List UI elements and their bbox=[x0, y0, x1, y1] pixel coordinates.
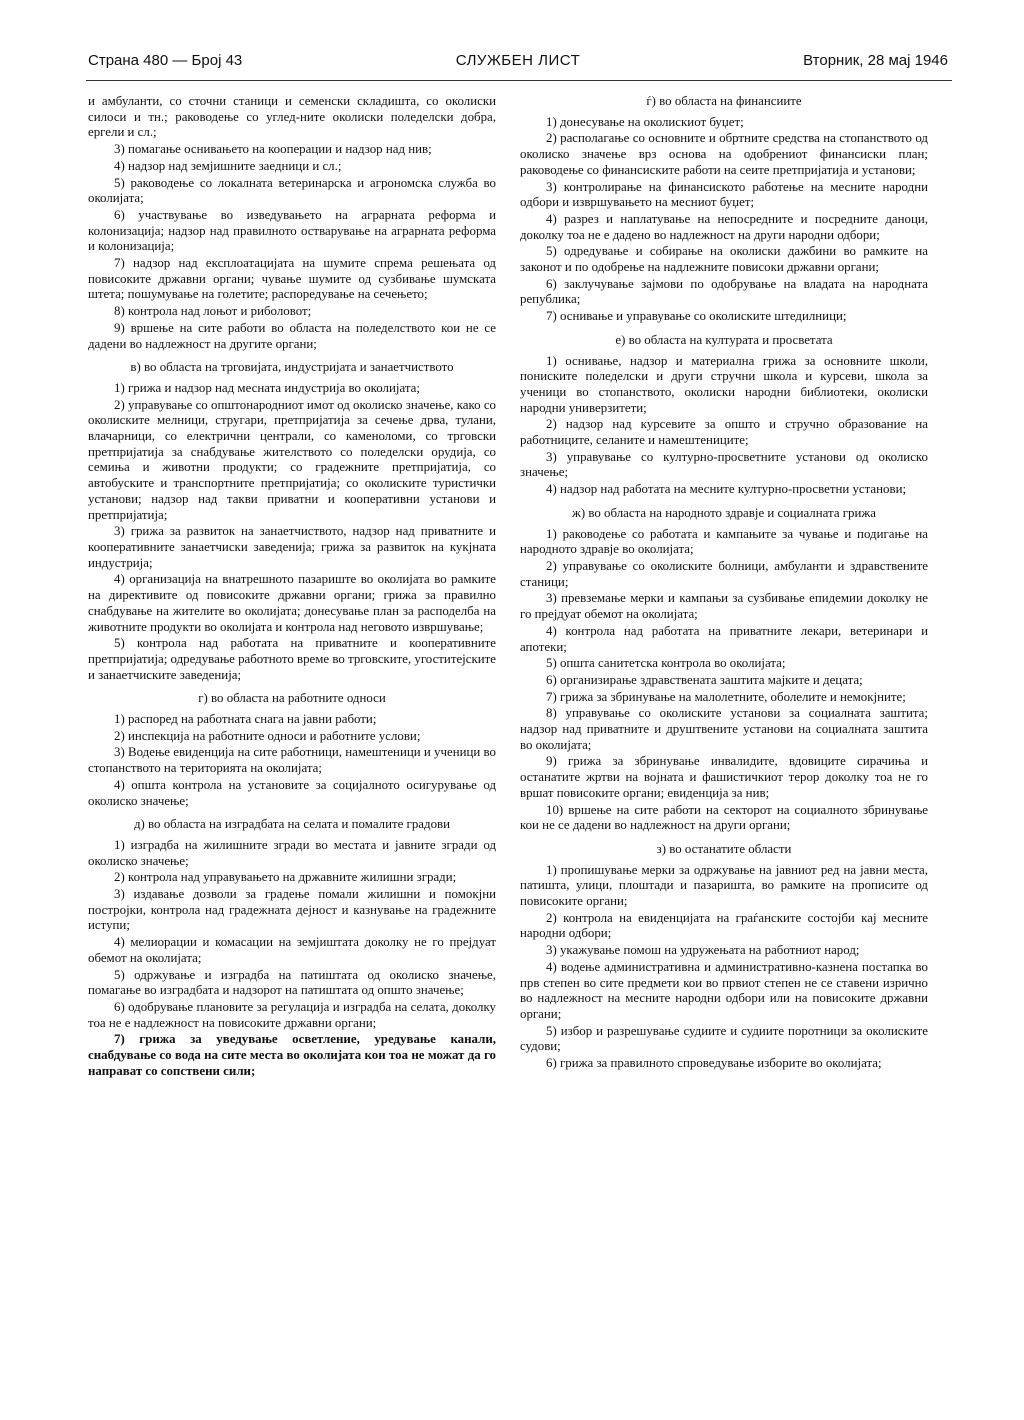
paragraph: 10) вршење на сите работи на секторот на социалното збринување кои не се дадени во надлежност на други органи; bbox=[520, 802, 928, 833]
paragraph: и амбуланти, со сточни станици и семенски складишта, со околиски силоси и тн.; раководење со углед-ните околиски поледелски добра, ергели и сл.; bbox=[88, 94, 496, 140]
paragraph: 2) управување со општонародниот имот од околиско значење, како со околиските мелници, стругари, претпријатија за сечење дрва, тулани, влачарници, со електрични централи, со каменоломи, со трговски претпријатија за снабдување жителството со поледелски орудија, со семиња и животни продукти; со градежните претпријатија, со автобуските и транспортните претпријатија; со околиските туристички установи; надзор над такви приватни и кооперативни установи и претпријатија; bbox=[88, 397, 496, 522]
section-heading-e: е) во областа на културата и просветата bbox=[615, 332, 833, 347]
paragraph: 4) надзор над земјишните заедници и сл.; bbox=[114, 158, 342, 173]
paragraph: 6) организирање здравствената заштита мајките и децата; bbox=[546, 672, 863, 687]
paragraph: 3) управување со културно-просветните установи од околиско значење; bbox=[520, 449, 928, 480]
paragraph: 7) грижа за уведување осветление, уредување канали, снабдување со вода на сите места во околијата кои тоа не можат да го направат со сопствени сили; bbox=[88, 1032, 496, 1078]
section-heading-d: д) во областа на изградбата на селата и помалите градови bbox=[133, 817, 451, 832]
section-heading-zh: ж) во областа на народното здравје и социалната грижа bbox=[571, 505, 877, 520]
paragraph: 7) оснивање и управување со околиските штедилници; bbox=[546, 309, 847, 324]
paragraph: 5) општа санитетска контрола во околијата; bbox=[546, 656, 786, 671]
paragraph: 2) управување со околиските болници, амбуланти и здравствените станици; bbox=[520, 558, 928, 589]
paragraph: 3) контролирање на финансиското работење на месните народни одбори и извршувањето на месниот буџет; bbox=[520, 179, 928, 210]
paragraph: 7) грижа за збринување на малолетните, оболелите и немокјните; bbox=[546, 689, 906, 704]
right-column bbox=[520, 94, 928, 1073]
section-heading-z: з) во останатите области bbox=[656, 841, 792, 856]
paragraph: 4) разрез и наплатување на непосредните и посредните даноци, доколку тоа не е дадено во надлежност на други народни одбори; bbox=[520, 211, 928, 242]
paragraph: 1) пропишување мерки за одржување на јавниот ред на јавни места, патишта, улици, плоштади и пазаришта, во рамките на прописите од повисоките органи; bbox=[520, 862, 928, 909]
page-number: Страна 480 — Број 43 bbox=[88, 52, 243, 69]
section-heading-g: г) во областа на работните односи bbox=[198, 691, 386, 706]
paragraph: 5) раководење со локалната ветеринарска и агрономска служба во околијата; bbox=[88, 175, 496, 206]
paragraph: 4) организација на внатрешното пазариште во околијата во рамките на директивите од повисоките државни органи; грижа за правилно снабдување на жителите во околијата; донесување план за расподелба на животните продукти во околијата и контрола над неговото извршување; bbox=[88, 572, 496, 634]
issue-date: Вторник, 28 мај 1946 bbox=[803, 52, 948, 69]
paragraph: 2) контрола над управувањето на државните жилишни згради; bbox=[114, 870, 457, 885]
left-column bbox=[88, 94, 496, 1080]
paragraph: 3) превземање мерки и кампањи за сузбивање епидемии доколку не го преjдуат обемот на околијата; bbox=[520, 591, 928, 622]
paragraph: 8) контрола над лоњот и риболовот; bbox=[114, 304, 312, 319]
paragraph: 4) надзор над работата на месните културно-просветни установи; bbox=[546, 482, 907, 497]
paragraph: 4) мелиорации и комасации на земјиштата доколку не го преjдуат обемот на околијата; bbox=[88, 935, 496, 965]
paragraph: 1) распоред на работната снага на јавни работи; bbox=[114, 712, 377, 727]
paragraph: 9) вршење на сите работи во областа на поледелството кои не се дадени во надлежност на другите органи; bbox=[88, 320, 496, 351]
paragraph: 4) општа контрола на установите за социјалното осигурување од околиско значење; bbox=[88, 777, 496, 808]
paragraph: 1) оснивање, надзор и материална грижа за основните школи, пониските поледелски и други стручни школа и курсеви, школа за ученици во стопанството, околиски народни библиотеки, околиски народни универзитети; bbox=[520, 353, 928, 415]
paragraph: 5) одржување и изградба на патиштата од околиско значење, помагање во изградбата и надзорот на патиштата од општо значење; bbox=[88, 967, 496, 998]
paragraph: 3) Водење евиденција на сите работници, намештеници и ученици во стопанството на територията на околијата; bbox=[88, 745, 496, 776]
paragraph: 8) управување со околиските установи за социалната заштита; надзор над приватните и друштвените установи на социалната заштита во околијата; bbox=[520, 706, 928, 752]
paragraph: 3) грижа за развиток на занаетчиството, надзор над приватните и кооперативните занаетчиски заведенија; грижа за развиток на кукјната индустрија; bbox=[88, 524, 496, 570]
header-rule bbox=[86, 80, 952, 81]
paragraph: 1) изградба на жилишните згради во местата и јавните згради од околиско значење; bbox=[88, 837, 496, 868]
paragraph: 6) одобрување плановите за регулација и изградба на селата, доколку тоа не е надлежност на повисоките државни органи; bbox=[88, 999, 496, 1030]
paragraph: 2) контрола на евиденцијата на граѓанските состојби кај месните народни одбори; bbox=[520, 910, 928, 941]
paragraph: 6) заклучување заjмови по одобрување на владата на народната република; bbox=[520, 276, 928, 307]
paragraph: 7) надзор над експлоатацијата на шумите спрема решењата од повисоките државни органи; чување шумите од сузбивање шумската штета; пошумување на голетите; распоредување на сечењето; bbox=[88, 256, 496, 302]
paragraph: 2) надзор над курсевите за општо и стручно образование на работниците, селаните и намештениците; bbox=[520, 417, 928, 448]
paragraph: 6) грижа за правилното спроведување изборите во околијата; bbox=[546, 1056, 882, 1071]
paragraph: 5) избор и разрешување судиите и судиите поротници за околиските судови; bbox=[520, 1023, 928, 1054]
paragraph: 1) грижа и надзор над месната индустрија во околијата; bbox=[114, 380, 420, 395]
paragraph: 5) одредување и собирање на околиски дажбини во рамките на законот и по одобрење на надлежните повисоки државни органи; bbox=[520, 244, 928, 275]
paragraph: 3) помагање оснивањето на кооперации и надзор над нив; bbox=[114, 142, 432, 157]
section-heading-v: в) во областа на трговијата, индустријата и занаетчиството bbox=[130, 360, 454, 375]
page-header bbox=[88, 52, 948, 76]
paragraph: 3) укажување помош на удружењата на работниот народ; bbox=[546, 943, 860, 958]
paragraph: 2) располагање со основните и обртните средства на стопанството од околиско значење врз основа на одобрениот финансиски план; раководење со финансиските работи на сеите претпријатија и установи; bbox=[520, 131, 928, 177]
paragraph: 1) донесување на околискиот буџет; bbox=[546, 114, 744, 129]
paragraph: 3) издавање дозволи за градење помали жилишни и помокјни постројки, контрола над градежната дејност и казнување на градежните иступи; bbox=[88, 887, 496, 933]
publication-title: СЛУЖБЕН ЛИСТ bbox=[455, 52, 581, 69]
paragraph: 6) участвување во изведувањето на аграрната реформа и колонизација; надзор над правилното остварување на аграрната реформа и колонизација; bbox=[88, 207, 496, 254]
paragraph: 5) контрола над работата на приватните и кооперативните претпријатија; одредување работното време во трговските, угоститејските и занаетчиските заведенија; bbox=[88, 636, 496, 682]
paragraph: 4) водење административна и административно-казнена постапка во прв степен во сите предмети кои во првиот степен не се ставени изрично во надлежност на месните народни одбори или на повисоките државни органи; bbox=[520, 959, 928, 1021]
paragraph: 2) инспекција на работните односи и работните услови; bbox=[114, 728, 421, 743]
section-heading-gj: ѓ) во областа на финансиите bbox=[646, 94, 802, 108]
paragraph: 1) раководење со работата и кампањите за чување и подигање на народното здравје во околијата; bbox=[520, 526, 928, 557]
paragraph: 4) контрола над работата на приватните лекари, ветеринари и апотеки; bbox=[520, 623, 928, 654]
paragraph: 9) грижа за збринување инвалидите, вдовиците сирачиња и останатите жртви на војната и фашистичкиот терор доколку тоа не го вршат повисоките органи; евиденција за нив; bbox=[520, 754, 928, 800]
